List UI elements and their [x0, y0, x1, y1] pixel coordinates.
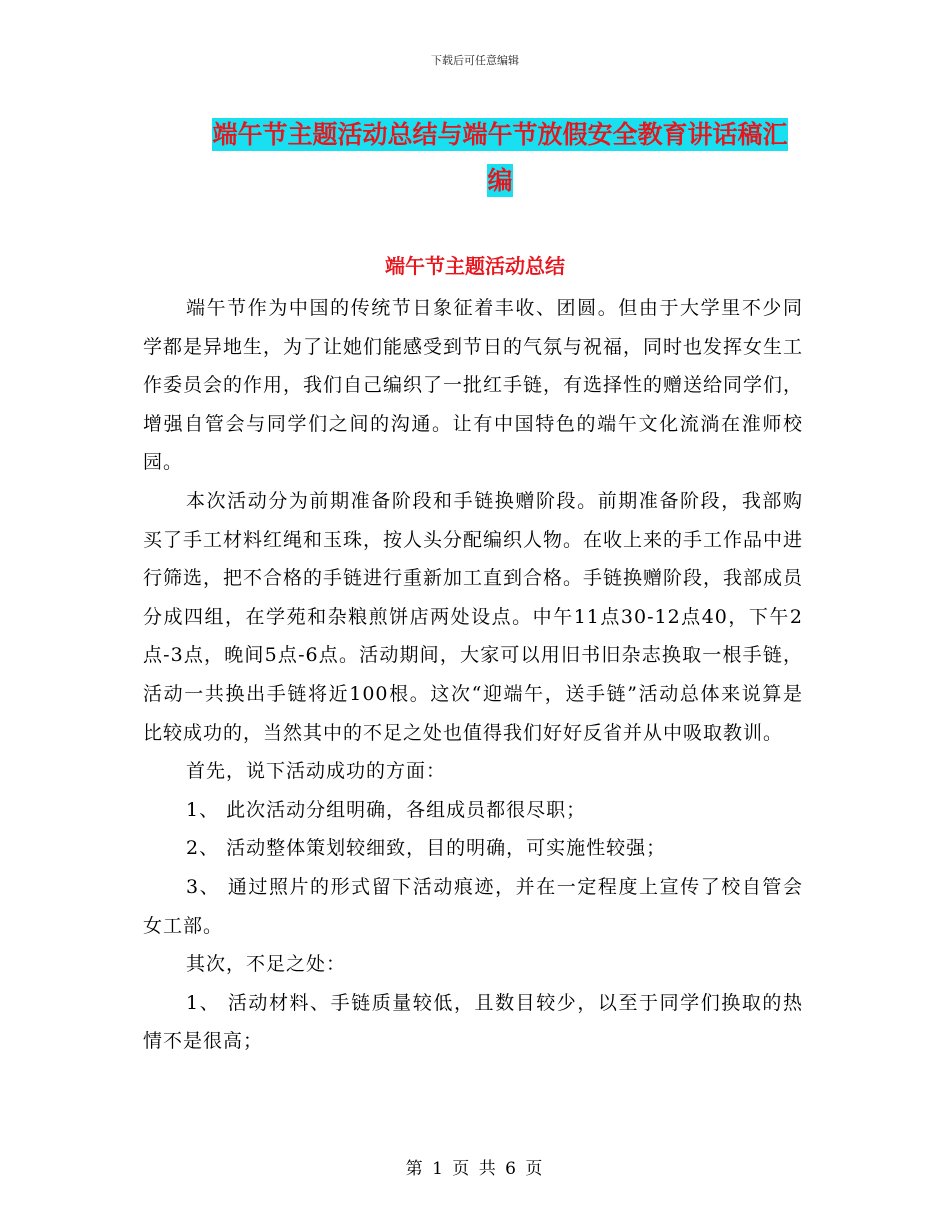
header-note: 下载后可任意编辑 [431, 54, 519, 67]
document-title [190, 112, 810, 204]
page-number: 第 1 页 共 6 页 [405, 1159, 545, 1179]
body-text [143, 289, 803, 1061]
title-line-2: 编 [487, 166, 513, 195]
list-item: 1、 此次活动分组明确，各组成员都很尽职； [186, 798, 587, 821]
list-item: 3、 通过照片的形式留下活动痕迹，并在一定程度上宣传了校自管会女工部。 [143, 875, 803, 937]
paragraph: 本次活动分为前期准备阶段和手链换赠阶段。前期准备阶段，我部购买了手工材料红绳和玉珠，按人头分配编织人物。在收上来的手工作品中进行筛选，把不合格的手链进行重新加工直到合格。手链换赠阶段，我部成员分成四组，在学苑和杂粮煎饼店两处设点。中午11点30-12点40，下午2点-3点，晚间5点-6点。活动期间，大家可以用旧书旧杂志换取一根手链，活动一共换出手链将近100根。这次“迎端午，送手链”活动总体来说算是比较成功的，当然其中的不足之处也值得我们好好反省并从中吸取教训。 [143, 489, 804, 744]
paragraph: 首先，说下活动成功的方面： [186, 760, 447, 783]
list-item: 1、 活动材料、手链质量较低，且数目较少，以至于同学们换取的热情不是很高； [143, 991, 803, 1053]
paragraph: 端午节作为中国的传统节日象征着丰收、团圆。但由于大学里不少同学都是异地生，为了让她们能感受到节日的气氛与祝福，同时也发挥女生工作委员会的作用，我们自己编织了一批红手链，有选择性的赠送给同学们，增强自管会与同学们之间的沟通。让有中国特色的端午文化流淌在淮师校园。 [143, 297, 804, 474]
list-item: 2、 活动整体策划较细致，目的明确，可实施性较强； [186, 837, 667, 860]
section-title: 端午节主题活动总结 [385, 254, 565, 278]
paragraph: 其次，不足之处： [186, 953, 347, 976]
title-line-1: 端午节主题活动总结与端午节放假安全教育讲话稿汇 [212, 120, 788, 149]
